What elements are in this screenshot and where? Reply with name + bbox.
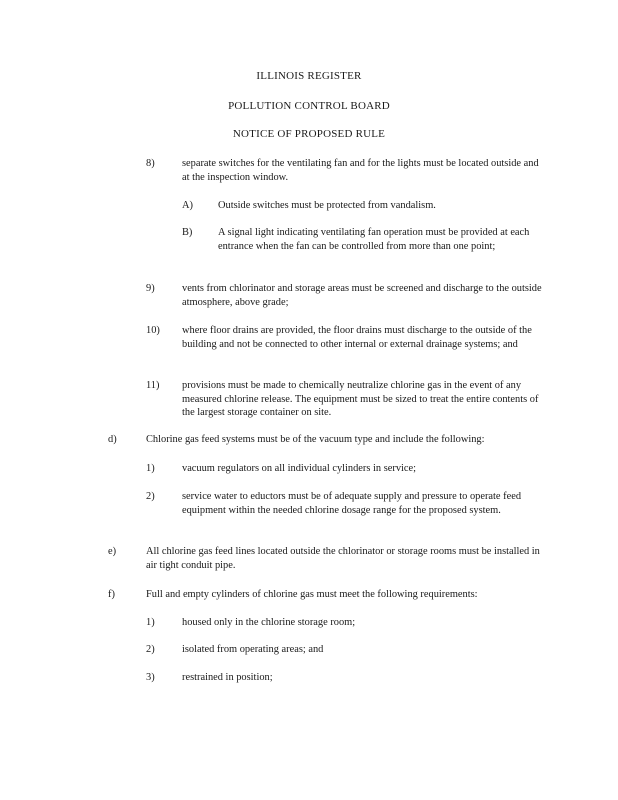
- section-d-text: Chlorine gas feed systems must be of the vacuum type and include the following:: [146, 434, 485, 445]
- section-f-label: f): [108, 589, 115, 600]
- section-f-text: Full and empty cylinders of chlorine gas must meet the following requirements:: [146, 589, 478, 600]
- item-9-text: vents from chlorinator and storage areas must be screened and discharge to the outside atmosphere, above grade;: [182, 283, 542, 308]
- section-f-item-2-text: isolated from operating areas; and: [182, 644, 324, 655]
- item-8B-text: A signal light indicating ventilating fan operation must be provided at each entrance when the fan can be controlled from more than one point;: [218, 227, 530, 252]
- item-10-label: 10): [146, 325, 160, 336]
- item-9-label: 9): [146, 283, 155, 294]
- notice-title: NOTICE OF PROPOSED RULE: [232, 128, 386, 140]
- section-d-item-1-label: 1): [146, 463, 155, 474]
- item-11-text: provisions must be made to chemically neutralize chlorine gas in the event of any measured chlorine release. The equipment must be sized to treat the entire contents of the largest storage container on site.: [182, 380, 539, 419]
- section-d-item-2-text: service water to eductors must be of adequate supply and pressure to operate feed equipment within the needed chlorine dosage range for the proposed system.: [182, 491, 522, 516]
- item-8A-text: Outside switches must be protected from vandalism.: [218, 200, 436, 211]
- register-title: ILLINOIS REGISTER: [256, 70, 362, 82]
- item-8A-label: A): [182, 200, 193, 211]
- item-10-text: where floor drains are provided, the floor drains must discharge to the outside of the building and not be connected to other internal or external drainage systems; and: [182, 325, 532, 350]
- section-e-label: e): [108, 546, 117, 557]
- section-d-item-2-label: 2): [146, 491, 155, 502]
- section-f-item-1-label: 1): [146, 617, 155, 628]
- board-title: POLLUTION CONTROL BOARD: [228, 100, 390, 112]
- section-f-item-1-text: housed only in the chlorine storage room;: [182, 617, 356, 628]
- item-8B-label: B): [182, 227, 193, 238]
- section-f-item-3-label: 3): [146, 672, 155, 683]
- section-d-label: d): [108, 434, 117, 445]
- section-d-item-1-text: vacuum regulators on all individual cylinders in service;: [182, 463, 417, 474]
- section-f-item-2-label: 2): [146, 644, 155, 655]
- item-8-label: 8): [146, 158, 155, 169]
- section-f-item-3-text: restrained in position;: [182, 672, 273, 683]
- section-e-text: All chlorine gas feed lines located outside the chlorinator or storage rooms must be installed in air tight conduit pipe.: [146, 546, 540, 571]
- item-11-label: 11): [146, 380, 160, 391]
- item-8-text: separate switches for the ventilating fan and for the lights must be located outside and at the inspection window.: [182, 158, 539, 183]
